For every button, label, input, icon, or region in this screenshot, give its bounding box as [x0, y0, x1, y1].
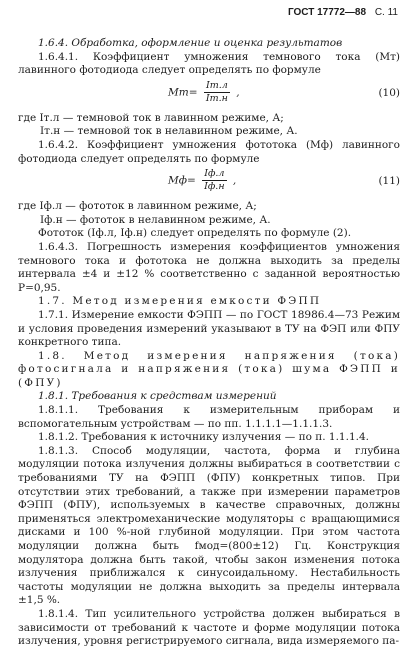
formula-11-fraction — [202, 168, 226, 193]
formula-10-number: (10) — [378, 86, 400, 99]
formula-11-number: (11) — [378, 175, 400, 188]
section-heading-1-7: 1.7. Метод измерения емкости ФЭПП — [38, 295, 322, 308]
standard-number: ГОСТ 17772—88 — [287, 7, 367, 18]
document-body — [18, 37, 400, 649]
formula-10-numerator: Iт.л — [204, 80, 230, 93]
formula-10-denominator: Iт.н — [205, 92, 228, 104]
section-heading-1-8: 1.8. Метод измерения напряжения (тока) фотосигнала и напряжения (тока) шума ФЭПП и (ФПУ) — [18, 349, 400, 389]
formula-10 — [18, 78, 400, 112]
definition-dark-avalanche: где Iт.л — темновой ток в лавинном режиме, А; — [18, 111, 284, 124]
section-heading-1-6-4: 1.6.4. Обработка, оформление и оценка результатов — [38, 37, 343, 49]
section-heading-1-8-1: 1.8.1. Требования к средствам измерений — [38, 390, 277, 403]
photocurrent-note: Фототок (Iф.л, Iф.н) следует определять по формуле (2). — [38, 227, 352, 240]
paragraph-1-8-1-3: 1.8.1.3. Способ модуляции, частота, форма и глубина модуляции потока излучения должны выбираться в соответствии с требованиями ТУ на ФЭПП (ФПУ) конкретных типов. При отсутствии этих требований, а также при измерении параметров ФЭПП (ФПУ), используемых в качестве справочных, должны применяться электромеханические модуляторы с вращающимися дисками и 100 %-ной глубиной модуляции. При этом частота модуляции должна быть fмод=(800±12) Гц. Конструкция модулятора должна быть такой, чтобы закон изменения потока излучения приближался к синусоидальному. Нестабильность частоты модуляции не должна выходить за пределы интервала ±1,5 %. — [18, 444, 400, 607]
paragraph-1-6-4-3: 1.6.4.3. Погрешность измерения коэффициентов умножения темнового тока и фототока не должна выходить за пределы интервала ±4 и ±12 % соответственно с заданной вероятностью P=0,95. — [18, 240, 400, 294]
formula-11 — [18, 166, 400, 200]
paragraph-1-8-1-4: 1.8.1.4. Тип усилительного устройства должен выбираться в зависимости от требований к частоте и форме модуляции потока излучения, уровня регистрируемого сигнала, вида измеряемого па- — [18, 607, 400, 648]
formula-10-fraction — [204, 80, 230, 105]
definition-dark-nonavalanche: Iт.н — темновой ток в нелавинном режиме, А. — [40, 125, 298, 138]
formula-11-tail: , — [229, 174, 237, 187]
formula-10-tail: , — [232, 86, 240, 99]
formula-11-lhs: Mф= — [168, 174, 200, 187]
paragraph-1-8-1-2: 1.8.1.2. Требования к источнику излучения — по п. 1.1.1.4. — [38, 431, 369, 444]
definition-photo-avalanche: где Iф.л — фототок в лавинном режиме, А; — [18, 200, 257, 213]
paragraph-1-6-4-2: 1.6.4.2. Коэффициент умножения фототока (Mф) лавинного фотодиода следует определять по формуле — [18, 138, 400, 165]
formula-10-lhs: Mт= — [168, 86, 201, 99]
paragraph-1-7-1: 1.7.1. Измерение емкости ФЭПП — по ГОСТ 18986.4—73 Режим и условия проведения измерений указывают в ТУ на ФЭП или ФПУ конкретного типа. — [18, 308, 400, 349]
formula-11-denominator: Iф.н — [204, 181, 225, 193]
page-number: С. 11 — [374, 7, 398, 18]
formula-11-numerator: Iф.л — [202, 168, 226, 181]
paragraph-1-8-1-1: 1.8.1.1. Требования к измерительным приборам и вспомогательным устройствам — по пп. 1.1.1.1—1.1.1.3. — [18, 404, 400, 430]
definition-photo-nonavalanche: Iф.н — фототок в нелавинном режиме, А. — [40, 213, 271, 226]
page-header — [288, 6, 398, 20]
paragraph-1-6-4-1: 1.6.4.1. Коэффициент умножения темнового тока (Mт) лавинного фотодиода следует определять по формуле — [18, 50, 400, 77]
